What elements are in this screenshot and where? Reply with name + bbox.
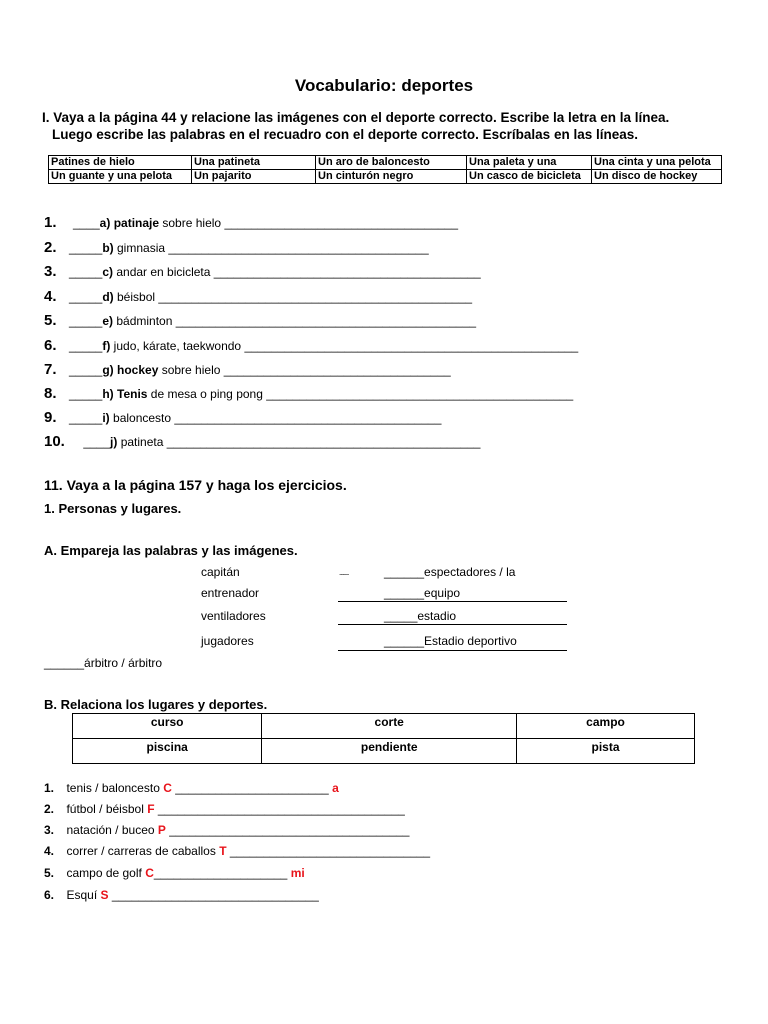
handwritten-answer: mi bbox=[290, 866, 305, 880]
divider-line bbox=[338, 650, 567, 651]
section-11-heading: 11. Vaya a la página 157 y haga los ejercicios. bbox=[44, 477, 347, 493]
item-text: tenis / baloncesto C _______________________ a bbox=[66, 781, 339, 795]
match-blank[interactable]: _____ bbox=[384, 609, 418, 623]
instruction-line-1: I. Vaya a la página 44 y relacione las imágenes con el deporte correcto. Escribe la letra en la línea. bbox=[42, 110, 670, 125]
word-bank-row bbox=[49, 170, 722, 184]
word-bank-row bbox=[49, 156, 722, 170]
item-text: _____d) béisbol _______________________________________________ bbox=[68, 290, 473, 304]
item-text: campo de golf C____________________ mi bbox=[66, 866, 305, 880]
item-text: natación / buceo P ____________________________________ bbox=[66, 823, 410, 837]
place-item bbox=[44, 800, 405, 818]
item-text: _____i) baloncesto ________________________________________ bbox=[68, 411, 442, 425]
item-number: 5. bbox=[44, 866, 55, 880]
answer-line[interactable]: _____________________________________________ bbox=[175, 314, 477, 328]
right-word: equipo bbox=[424, 586, 461, 600]
item-number: 1. bbox=[44, 781, 55, 795]
item-text: ____a) patinaje sobre hielo ___________________________________ bbox=[72, 216, 459, 230]
left-word: capitán bbox=[201, 565, 240, 579]
item-text: correr / carreras de caballos T ______________________________ bbox=[66, 844, 431, 858]
item-number: 4. bbox=[44, 288, 57, 305]
left-word: entrenador bbox=[201, 586, 260, 600]
right-match bbox=[384, 565, 515, 579]
stray-mark: .......... bbox=[339, 570, 349, 577]
match-item bbox=[44, 409, 441, 427]
answer-line[interactable]: _______________________________________________ bbox=[158, 290, 473, 304]
match-item bbox=[44, 312, 476, 330]
answer-letter: C bbox=[145, 866, 154, 880]
place-cell: piscina bbox=[73, 739, 262, 764]
item-number: 10. bbox=[44, 433, 65, 450]
place-item bbox=[44, 842, 430, 860]
word-bank-cell: Un disco de hockey bbox=[592, 170, 722, 184]
item-text: _____f) judo, kárate, taekwondo __________________________________________________ bbox=[68, 339, 579, 353]
item-text: Esquí S _______________________________ bbox=[66, 888, 319, 902]
word-bank-table bbox=[48, 155, 722, 184]
places-row bbox=[73, 714, 695, 739]
match-item bbox=[44, 385, 573, 403]
answer-line[interactable]: _______________________________________ bbox=[168, 241, 429, 255]
left-word: ventiladores bbox=[201, 609, 266, 623]
word-bank-cell: Un aro de baloncesto bbox=[316, 156, 467, 170]
item-number: 4. bbox=[44, 844, 55, 858]
match-item bbox=[44, 239, 429, 257]
item-text: _____h) Tenis de mesa o ping pong ______________________________________________ bbox=[68, 387, 574, 401]
part-b-heading: B. Relaciona los lugares y deportes. bbox=[44, 697, 268, 712]
word-bank-cell: Patines de hielo bbox=[49, 156, 192, 170]
place-cell: pista bbox=[517, 739, 695, 764]
answer-line[interactable]: ______________________________ bbox=[226, 844, 431, 858]
answer-line[interactable]: _______________________________________________ bbox=[166, 435, 481, 449]
word-bank-cell: Un casco de bicicleta bbox=[467, 170, 592, 184]
answer-line[interactable]: ____________________________________ bbox=[165, 823, 410, 837]
place-item bbox=[44, 864, 305, 882]
answer-line[interactable]: ___________________________________ bbox=[224, 216, 459, 230]
right-match bbox=[384, 634, 517, 648]
item-text: ____j) patineta _______________________________________________ bbox=[83, 435, 481, 449]
answer-letter: T bbox=[219, 844, 227, 858]
item-number: 3. bbox=[44, 823, 55, 837]
match-blank[interactable]: ______ bbox=[384, 634, 425, 648]
item-number: 6. bbox=[44, 888, 55, 902]
word-bank-cell: Un pajarito bbox=[192, 170, 316, 184]
match-blank[interactable]: ______ bbox=[384, 565, 425, 579]
right-word: espectadores / la bbox=[424, 565, 516, 579]
item-text: _____b) gimnasia _______________________________________ bbox=[68, 241, 429, 255]
item-text: fútbol / béisbol F _____________________________________ bbox=[66, 802, 405, 816]
answer-line[interactable]: _____________________________________ bbox=[154, 802, 405, 816]
item-number: 1. bbox=[44, 214, 57, 231]
item-number: 6. bbox=[44, 337, 57, 354]
right-word: Estadio deportivo bbox=[424, 634, 517, 648]
place-item bbox=[44, 886, 319, 904]
word-bank-cell: Un cinturón negro bbox=[316, 170, 467, 184]
match-item bbox=[44, 263, 481, 281]
handwritten-answer: a bbox=[332, 781, 339, 795]
answer-line[interactable]: _______________________________ bbox=[108, 888, 319, 902]
place-cell: campo bbox=[517, 714, 695, 739]
place-cell: curso bbox=[73, 714, 262, 739]
item-number: 9. bbox=[44, 409, 57, 426]
word-bank-cell: Una patineta bbox=[192, 156, 316, 170]
place-cell: pendiente bbox=[262, 739, 517, 764]
place-cell: corte bbox=[262, 714, 517, 739]
answer-line[interactable]: _______________________ bbox=[171, 781, 329, 795]
answer-line[interactable]: __________________________________ bbox=[223, 363, 451, 377]
match-item bbox=[44, 214, 458, 232]
item-number: 2. bbox=[44, 239, 57, 256]
match-blank[interactable]: ______ bbox=[44, 656, 85, 670]
answer-letter: F bbox=[147, 802, 155, 816]
places-row bbox=[73, 739, 695, 764]
answer-line[interactable]: __________________________________________________ bbox=[244, 339, 579, 353]
match-blank[interactable]: ______ bbox=[384, 586, 425, 600]
divider-line bbox=[338, 601, 567, 602]
place-item bbox=[44, 779, 339, 797]
item-number: 2. bbox=[44, 802, 55, 816]
match-item bbox=[44, 361, 451, 379]
item-number: 5. bbox=[44, 312, 57, 329]
item-text: _____c) andar en bicicleta ________________________________________ bbox=[68, 265, 481, 279]
right-match bbox=[384, 586, 460, 600]
left-word: jugadores bbox=[201, 634, 254, 648]
item-text: _____e) bádminton _____________________________________________ bbox=[68, 314, 477, 328]
right-match bbox=[384, 609, 456, 623]
item-number: 7. bbox=[44, 361, 57, 378]
answer-letter: P bbox=[157, 823, 166, 837]
word-bank-cell: Una paleta y una bbox=[467, 156, 592, 170]
answer-line[interactable]: ____________________ bbox=[153, 866, 288, 880]
part-a-heading: A. Empareja las palabras y las imágenes. bbox=[44, 543, 298, 558]
match-item bbox=[44, 337, 578, 355]
personas-heading: 1. Personas y lugares. bbox=[44, 501, 182, 516]
answer-line[interactable]: ________________________________________ bbox=[213, 265, 481, 279]
place-item bbox=[44, 821, 409, 839]
instruction-line-2: Luego escribe las palabras en el recuadro con el deporte correcto. Escríbalas en las líneas. bbox=[52, 127, 638, 142]
word-bank-cell: Una cinta y una pelota bbox=[592, 156, 722, 170]
item-number: 8. bbox=[44, 385, 57, 402]
answer-line[interactable]: ________________________________________ bbox=[174, 411, 442, 425]
answer-letter: S bbox=[100, 888, 109, 902]
item-text: _____g) hockey sobre hielo __________________________________ bbox=[68, 363, 451, 377]
match-item bbox=[44, 288, 472, 306]
word-bank-cell: Un guante y una pelota bbox=[49, 170, 192, 184]
page-title: Vocabulario: deportes bbox=[294, 76, 474, 95]
match-item bbox=[44, 433, 480, 451]
right-word: estadio bbox=[417, 609, 457, 623]
arbitro-word: árbitro / árbitro bbox=[84, 656, 163, 670]
answer-letter: C bbox=[163, 781, 172, 795]
answer-line[interactable]: ______________________________________________ bbox=[266, 387, 574, 401]
arbitro-match bbox=[44, 656, 162, 670]
divider-line bbox=[338, 624, 567, 625]
places-table bbox=[72, 713, 695, 764]
item-number: 3. bbox=[44, 263, 57, 280]
